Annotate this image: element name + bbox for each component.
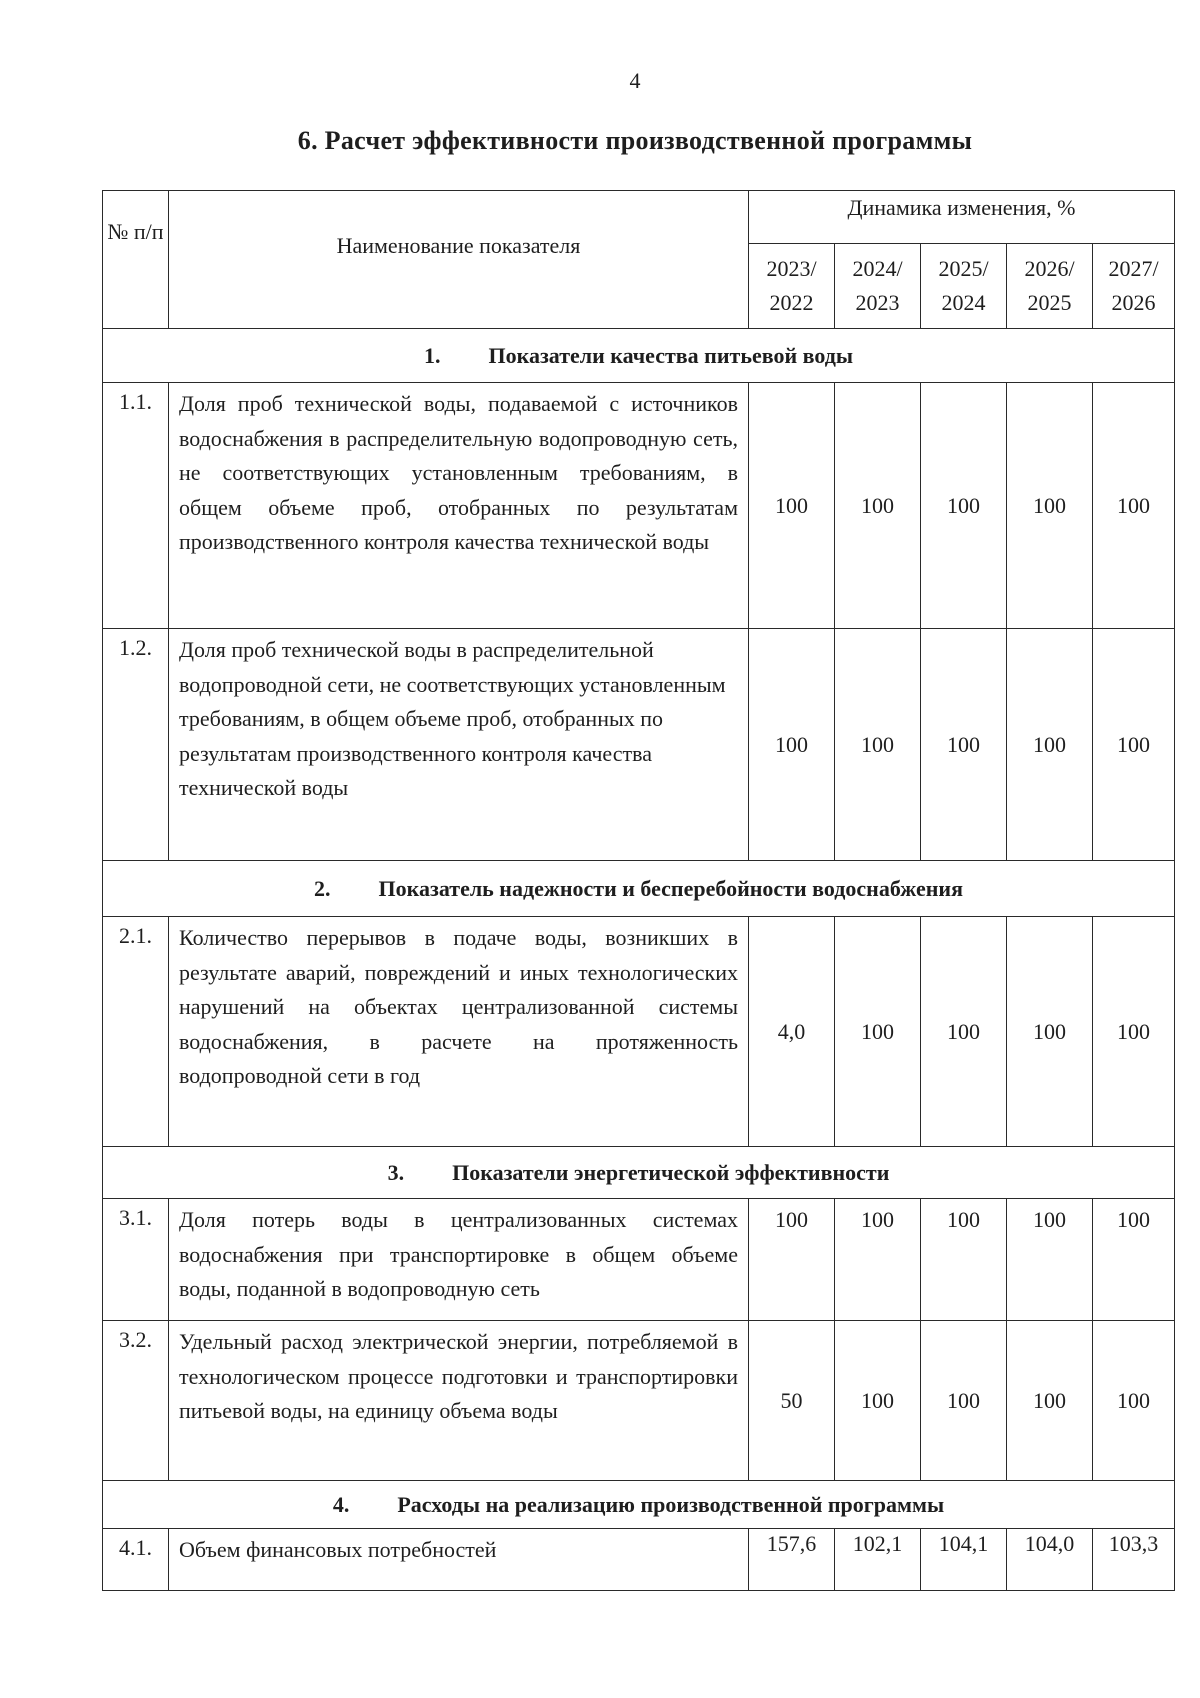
efficiency-table bbox=[102, 190, 1175, 1591]
value-cell: 100 bbox=[835, 629, 921, 861]
row-number-cell: 1.1. bbox=[103, 383, 169, 629]
table-row bbox=[103, 1199, 1175, 1321]
table-row bbox=[103, 1529, 1175, 1591]
row-number-cell: 1.2. bbox=[103, 629, 169, 861]
header-year-cell: 2027/ 2026 bbox=[1093, 244, 1175, 329]
row-name-cell: Объем финансовых потребностей bbox=[169, 1529, 749, 1591]
value-cell: 100 bbox=[1007, 1321, 1093, 1481]
value-cell: 100 bbox=[1007, 383, 1093, 629]
value-cell: 100 bbox=[1093, 1199, 1175, 1321]
value-cell: 100 bbox=[1093, 629, 1175, 861]
section-title: Показатели качества питьевой воды bbox=[488, 342, 854, 368]
value-cell: 4,0 bbox=[749, 917, 835, 1147]
section-row bbox=[103, 1147, 1175, 1199]
table-header-row bbox=[103, 191, 1175, 244]
page-number: 4 bbox=[629, 68, 641, 93]
section-title: Показатель надежности и бесперебойности водоснабжения bbox=[378, 875, 963, 901]
section-row bbox=[103, 1481, 1175, 1529]
value-cell: 100 bbox=[749, 1199, 835, 1321]
row-number-cell: 2.1. bbox=[103, 917, 169, 1147]
row-name-cell: Удельный расход электрической энергии, потребляемой в технологическом процессе подготовки и транспортировки питьевой воды, на единицу объема воды bbox=[169, 1321, 749, 1481]
value-cell: 104,1 bbox=[921, 1529, 1007, 1591]
table-row bbox=[103, 1321, 1175, 1481]
value-cell: 102,1 bbox=[835, 1529, 921, 1591]
value-cell: 100 bbox=[749, 383, 835, 629]
value-cell: 100 bbox=[835, 383, 921, 629]
value-cell: 100 bbox=[835, 1199, 921, 1321]
value-cell: 100 bbox=[1093, 383, 1175, 629]
document-title: 6. Расчет эффективности производственной программы bbox=[297, 126, 973, 155]
header-year-cell: 2025/ 2024 bbox=[921, 244, 1007, 329]
value-cell: 100 bbox=[921, 383, 1007, 629]
section-number: 1. bbox=[423, 342, 441, 368]
row-number-cell: 3.2. bbox=[103, 1321, 169, 1481]
header-dynamics-cell: Динамика изменения, % bbox=[749, 191, 1175, 244]
table-row bbox=[103, 629, 1175, 861]
value-cell: 157,6 bbox=[749, 1529, 835, 1591]
value-cell: 100 bbox=[921, 629, 1007, 861]
section-number: 4. bbox=[332, 1491, 350, 1517]
section-title-cell bbox=[103, 861, 1175, 917]
row-name-cell: Доля проб технической воды, подаваемой с источников водоснабжения в распределительную водопроводную сеть, не соответствующих установленным требованиям, в общем объеме проб, отобранных по результатам производственного контроля качества технической воды bbox=[169, 383, 749, 629]
header-name-cell: Наименование показателя bbox=[169, 191, 749, 329]
value-cell: 50 bbox=[749, 1321, 835, 1481]
row-number-cell: 3.1. bbox=[103, 1199, 169, 1321]
header-num-cell: № п/п bbox=[103, 191, 169, 329]
section-number: 2. bbox=[314, 875, 331, 901]
row-name-cell: Доля проб технической воды в распределительной водопроводной сети, не соответствующих установленным требованиям, в общем объеме проб, отобранных по результатам производственного контроля качества технической воды bbox=[169, 629, 749, 861]
header-year-cell: 2026/ 2025 bbox=[1007, 244, 1093, 329]
section-row bbox=[103, 861, 1175, 917]
section-title-cell bbox=[103, 329, 1175, 383]
section-title-cell bbox=[103, 1481, 1175, 1529]
header-year-cell: 2023/ 2022 bbox=[749, 244, 835, 329]
row-name-cell: Доля потерь воды в централизованных системах водоснабжения при транспортировке в общем объеме воды, поданной в водопроводную сеть bbox=[169, 1199, 749, 1321]
value-cell: 100 bbox=[921, 1321, 1007, 1481]
section-number: 3. bbox=[387, 1159, 405, 1185]
header-year-cell: 2024/ 2023 bbox=[835, 244, 921, 329]
value-cell: 100 bbox=[1007, 629, 1093, 861]
value-cell: 104,0 bbox=[1007, 1529, 1093, 1591]
section-title: Показатели энергетической эффективности bbox=[452, 1159, 890, 1185]
row-name-cell: Количество перерывов в подаче воды, возникших в результате аварий, повреждений и иных технологических нарушений на объектах централизованной системы водоснабжения, в расчете на протяженность водопроводной сети в год bbox=[169, 917, 749, 1147]
value-cell: 100 bbox=[1007, 917, 1093, 1147]
value-cell: 100 bbox=[1093, 1321, 1175, 1481]
section-title: Расходы на реализацию производственной программы bbox=[397, 1491, 945, 1517]
table-row bbox=[103, 917, 1175, 1147]
value-cell: 100 bbox=[921, 917, 1007, 1147]
value-cell: 100 bbox=[1093, 917, 1175, 1147]
value-cell: 100 bbox=[749, 629, 835, 861]
value-cell: 100 bbox=[921, 1199, 1007, 1321]
value-cell: 100 bbox=[835, 1321, 921, 1481]
section-row bbox=[103, 329, 1175, 383]
row-number-cell: 4.1. bbox=[103, 1529, 169, 1591]
value-cell: 103,3 bbox=[1093, 1529, 1175, 1591]
value-cell: 100 bbox=[835, 917, 921, 1147]
table-row bbox=[103, 383, 1175, 629]
section-title-cell bbox=[103, 1147, 1175, 1199]
value-cell: 100 bbox=[1007, 1199, 1093, 1321]
